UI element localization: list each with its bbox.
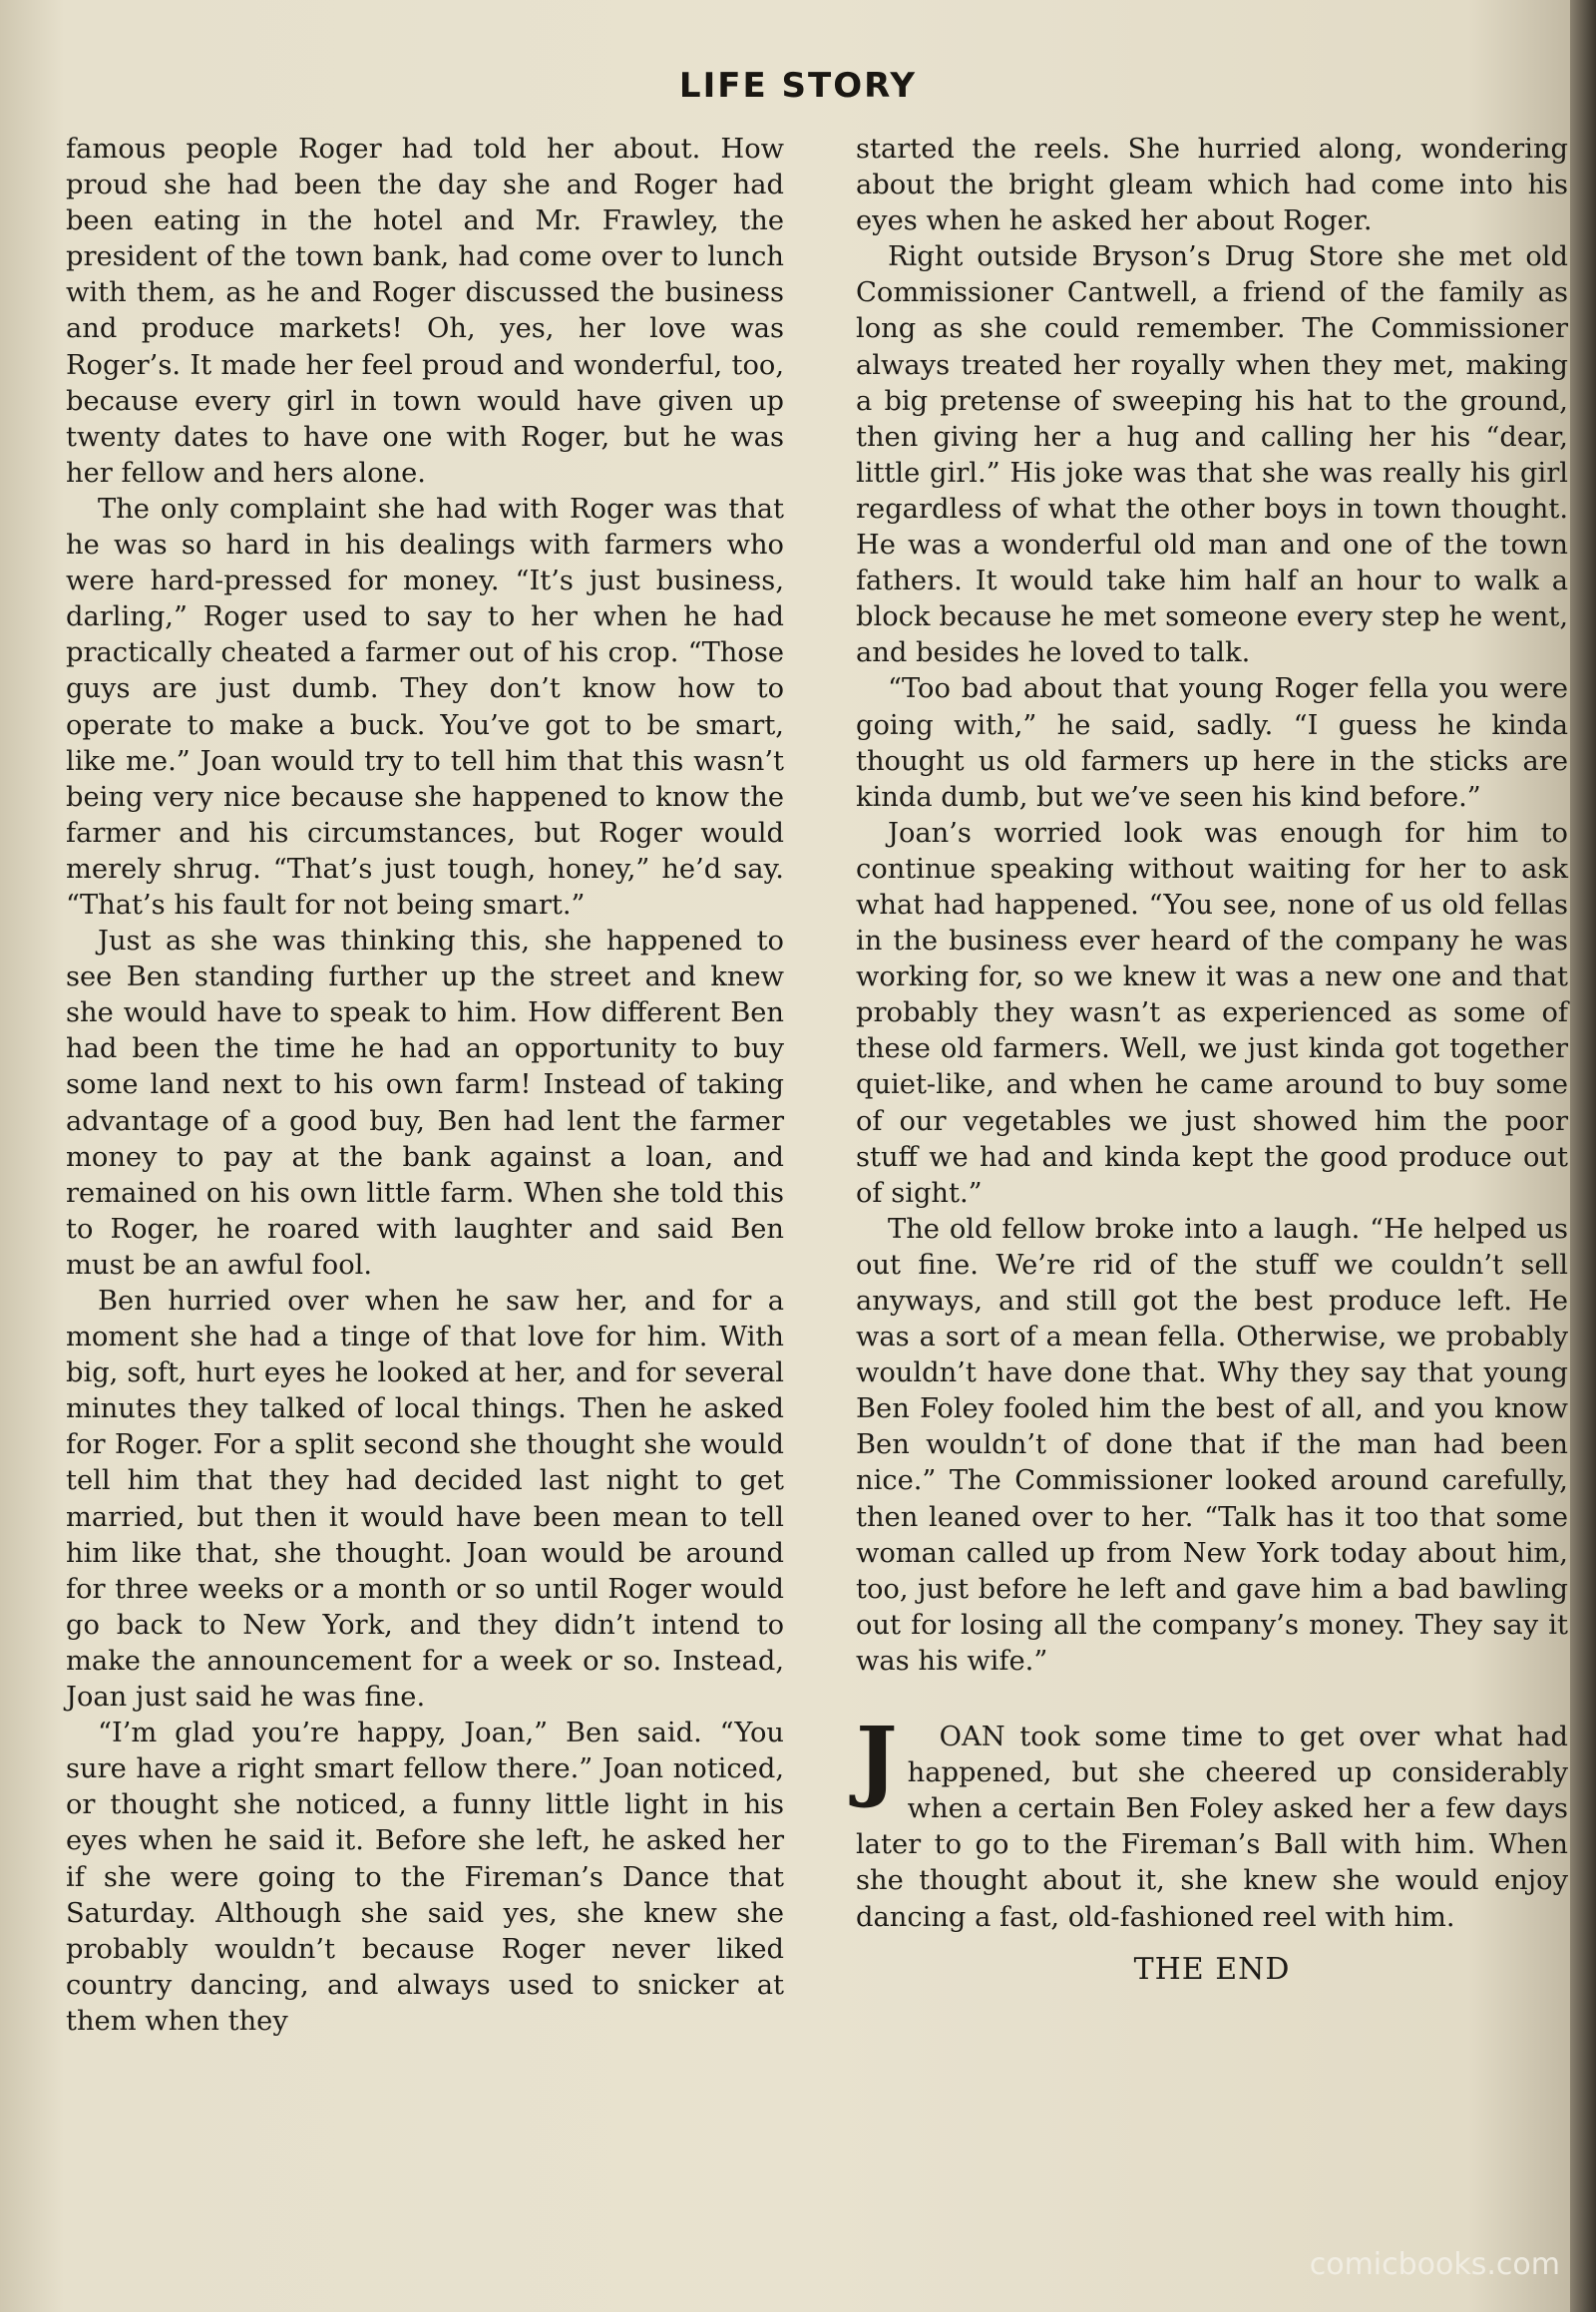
paragraph: The old fellow broke into a laugh. “He helped us out fine. We’re rid of the stuff we couldn’t sell anyways, and still got the best produce left. He was a sort of a mean fella. Otherwise, we probably wouldn’t have done that. Why they say that young Ben Foley fooled him the best of all, and you know Ben wouldn’t of done that if the man had been nice.” The Commissioner looked around carefully, then leaned over to her. “Talk has it too that some woman called up from New York today about him, too, just before he left and gave him a bad bawling out for losing all the company’s money. They say it was his wife.” [856,1213,1568,1677]
paragraph: “Too bad about that young Roger fella you were going with,” he said, sadly. “I guess he kinda thought us old farmers up here in the sticks are kinda dumb, but we’ve seen his kind before.” [856,673,1568,813]
closing-paragraph [856,1707,1568,1936]
left-column [66,132,784,2040]
drop-cap: J [856,1707,898,1811]
binding-edge [1570,0,1596,2312]
watermark: comicbooks.com [1309,2247,1560,2282]
paragraph: OAN took some time to get over what had happened, but she cheered up considerably when a certain Ben Foley asked her a few days later to go to the Fireman’s Ball with him. When she thought about it, she knew she would enjoy dancing a fast, old-fashioned reel with him. [856,1722,1568,1933]
paragraph: Ben hurried over when he saw her, and for a moment she had a tinge of that love for him. With big, soft, hurt eyes he looked at her, and for several minutes they talked of local things. Then he asked for Roger. For a split second she thought she would tell him that they had decided last night to get married, but then it would have been mean to tell him like that, she thought. Joan would be around for three weeks or a month or so until Roger would go back to New York, and they didn’t intend to make the announcement for a week or so. Instead, Joan just said he was fine. [66,1286,784,1714]
paragraph: Just as she was thinking this, she happened to see Ben standing further up the street and knew she would have to speak to him. How different Ben had been the time he had an opportunity to buy some land next to his own farm! Instead of taking advantage of a good buy, Ben had lent the farmer money to pay at the bank against a loan, and remained on his own little farm. When she told this to Roger, he roared with laughter and said Ben must be an awful fool. [66,926,784,1281]
the-end-label: THE END [1133,1951,1291,1987]
paragraph: famous people Roger had told her about. How proud she had been the day she and Roger had been eating in the hotel and Mr. Frawley, the president of the town bank, had come over to lunch with them, as he and Roger discussed the business and produce markets! Oh, yes, her love was Roger’s. It made her feel proud and wonderful, too, because every girl in town would have given up twenty dates to have one with Roger, but he was her fellow and hers alone. [66,134,784,489]
paragraph: The only complaint she had with Roger was that he was so hard in his dealings with farmers who were hard-pressed for money. “It’s just business, darling,” Roger used to say to her when he had practically cheated a farmer out of his crop. “Those guys are just dumb. They don’t know how to operate to make a buck. You’ve got to be smart, like me.” Joan would try to tell him that this wasn’t being very nice because she happened to know the farmer and his circumstances, but Roger would merely shrug. “That’s just tough, honey,” he’d say. “That’s his fault for not being smart.” [66,493,784,921]
paragraph: “I’m glad you’re happy, Joan,” Ben said. “You sure have a right smart fellow there.” Joan noticed, or thought she noticed, a funny little light in his eyes when he said it. Before she left, he asked her if she were going to the Fireman’s Dance that Saturday. Although she said yes, she knew she probably wouldn’t because Roger never liked country dancing, and always used to snicker at them when they [66,1718,784,2037]
paragraph: Joan’s worried look was enough for him to continue speaking without waiting for her to ask what had happened. “You see, none of us old fellas in the business ever heard of the company he was working for, so we knew it was a new one and that probably they wasn’t as experienced as some of these old farmers. Well, we just kinda got together quiet-like, and when he came around to buy some of our vegetables we just showed him the poor stuff we had and kinda kept the good produce out of sight.” [856,817,1568,1209]
paragraph: Right outside Bryson’s Drug Store she met old Commissioner Cantwell, a friend of the family as long as she could remember. The Commissioner always treated her royally when they met, making a big pretense of sweeping his hat to the ground, then giving her a hug and calling her his “dear, little girl.” His joke was that she was really his girl regardless of what the other boys in town thought. He was a wonderful old man and one of the town fathers. It would take him half an hour to walk a block because he met someone every step he went, and besides he loved to talk. [856,241,1568,669]
paragraph: started the reels. She hurried along, wondering about the bright gleam which had come into his eyes when he asked her about Roger. [856,134,1568,237]
page-header: LIFE STORY [678,66,918,106]
right-column [856,132,1568,1988]
